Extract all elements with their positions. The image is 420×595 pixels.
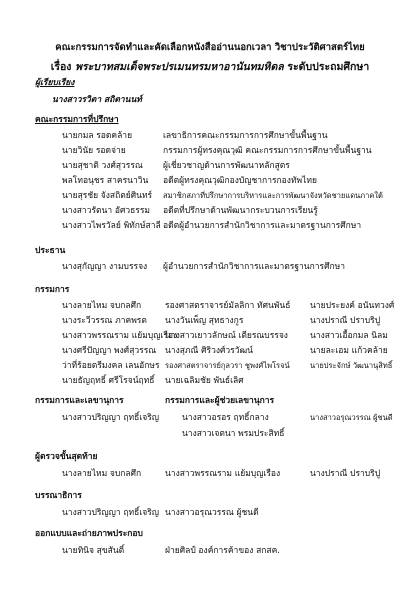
advisor-name: นายสุชาติ วงศ์สุวรรณ: [62, 161, 143, 171]
editor-name: นางสาวอรุณวรรณ ผู้ชนดี: [165, 508, 259, 518]
advisor-name: พลโทอนุชร สาครนาวิน: [62, 176, 149, 186]
committee-member: นางปราณี ปราบริปู: [310, 316, 381, 326]
advisor-name: นางสาวรัตนา อัศวธรรม: [62, 206, 151, 216]
editor-name: นางสาวปริญญา ฤทธิ์เจริญ: [62, 508, 160, 518]
committee-member: ว่าที่ร้อยตรีมงคล เลนอักษร: [62, 361, 160, 371]
advisor-role: เลขาธิการคณะกรรมการการศึกษาขั้นพื้นฐาน: [163, 131, 328, 141]
document-title: คณะกรรมการจัดทำและคัดเลือกหนังสืออ่านนอกเวลา วิชาประวัติศาสตร์ไทย: [55, 42, 365, 53]
author-name: นางสาวรวิตา สถิตานนท์: [52, 95, 142, 105]
committee-member: นายประจักษ์ วัฒนานุสิทธิ์: [310, 361, 393, 370]
chair-name: นางสุกัญญา งามบรรจง: [62, 262, 148, 272]
committee-member: นางสาวเยาวลักษณ์ เตียรณบรรจง: [165, 331, 288, 341]
advisor-name: นางสาวไพรวัลย์ พิทักษ์สาลี: [62, 221, 161, 231]
editors-heading: บรรณาธิการ: [35, 491, 82, 501]
advisor-name: นายวินัย รอดจ่าย: [62, 146, 126, 156]
advisor-role: กรรมการผู้ทรงคุณวุฒิ คณะกรรมการการศึกษาขั้นพื้นฐาน: [163, 146, 372, 156]
assistant-secretary-heading: กรรมการและผู้ช่วยเลขานุการ: [165, 396, 275, 406]
proofreader-name: นางสาวพรรณราม แย้มบุญเรือง: [165, 469, 281, 479]
committee-member: นางศรีปัญญา พงศ์สุวรรณ: [62, 346, 157, 356]
advisor-role: อดีตผู้อำนวยการสำนักวิชาการและมาตรฐานการศึกษา: [163, 221, 362, 231]
book-title-level: ระดับประถมศึกษา: [283, 61, 370, 73]
advisor-role: อดีตที่ปรึกษาด้านพัฒนากระบวนการเรียนรู้: [163, 206, 318, 216]
advisor-role: ผู้เชี่ยวชาญด้านการพัฒนาหลักสูตร: [163, 161, 290, 171]
author-heading: ผู้เรียบเรียง: [35, 78, 75, 88]
committee-member: นายธัญฤทธิ์ ศรีโรจน์ฤทธิ์: [62, 376, 155, 386]
advisor-name: นายกมล รอดคล้าย: [62, 131, 133, 141]
committee-member: นายละเอม แก้วคล้าย: [310, 346, 388, 356]
chair-role: ผู้อำนวยการสำนักวิชาการและมาตรฐานการศึกษา: [163, 262, 346, 272]
assistant-secretary-name: นางสาวเจตนา พรมประสิทธิ์: [182, 429, 285, 439]
committee-member: รองศาสตราจารย์กุลวรา ชูพงศ์ไพโรจน์: [165, 361, 290, 370]
advisor-name: นายสุรชัย จังสถิตย์ศินทร์: [62, 191, 153, 201]
book-title-line: [0, 58, 420, 75]
designer-name: นายทินิจ สุขสันติ์: [62, 546, 125, 556]
committee-member: นางระวีวรรณ ภาคพรต: [62, 316, 147, 326]
proofreader-name: นางปราณี ปราบริปู: [310, 469, 381, 479]
proofreader-name: นางลายไหม จบกลศึก: [62, 469, 142, 479]
book-title: พระบาทสมเด็จพระปรเมนทรมหาอานันทมหิดล: [75, 61, 284, 73]
committee-member: นายเฉลิมชัย พันธ์เลิศ: [165, 376, 244, 386]
committee-member: นางสาวเอื้อกมล นิลม: [310, 331, 388, 341]
proofreaders-heading: ผู้ตรวจขั้นสุดท้าย: [35, 452, 98, 462]
committee-member: นางสุภณี ศิริวงศ์วรวัฒน์: [165, 346, 253, 356]
advisors-heading: คณะกรรมการที่ปรึกษา: [35, 115, 119, 125]
committee-member: นางลายไหม จบกลศึก: [62, 301, 142, 311]
committee-member: รองศาสตราจารย์มัลลิกา ทัศนพันธ์: [165, 301, 291, 311]
secretary-heading: กรรมการและเลขานุการ: [35, 396, 124, 406]
committee-heading: กรรมการ: [35, 285, 70, 295]
book-title-prefix: เรื่อง: [50, 61, 76, 73]
committee-member: นางวันเพ็ญ สุทธางกูร: [165, 316, 244, 326]
designer-role: ฝ่ายศิลป์ องค์การค้าของ สกสค.: [165, 546, 280, 556]
secretary-name: นางสาวปริญญา ฤทธิ์เจริญ: [62, 413, 160, 423]
advisor-role: สมาชิกสภาที่ปรึกษาการบริหารและการพัฒนาจังหวัดชายแดนภาคใต้: [163, 191, 383, 200]
assistant-secretary-name: นางสาวอรอร ฤทธิ์กลาง: [182, 413, 269, 423]
committee-member: นางสาวพรรณราม แย้มบุญเรือง: [62, 331, 178, 341]
advisor-role: อดีตผู้ทรงคุณวุฒิกองบัญชาการกองทัพไทย: [163, 176, 318, 186]
chair-heading: ประธาน: [35, 246, 66, 256]
assistant-secretary-name: นางสาวอรุณวรรณ ผู้ชนดี: [310, 413, 393, 422]
design-heading: ออกแบบและถ่ายภาพประกอบ: [35, 529, 143, 539]
committee-member: นายประยงค์ อนันทวงศ์: [310, 301, 395, 311]
